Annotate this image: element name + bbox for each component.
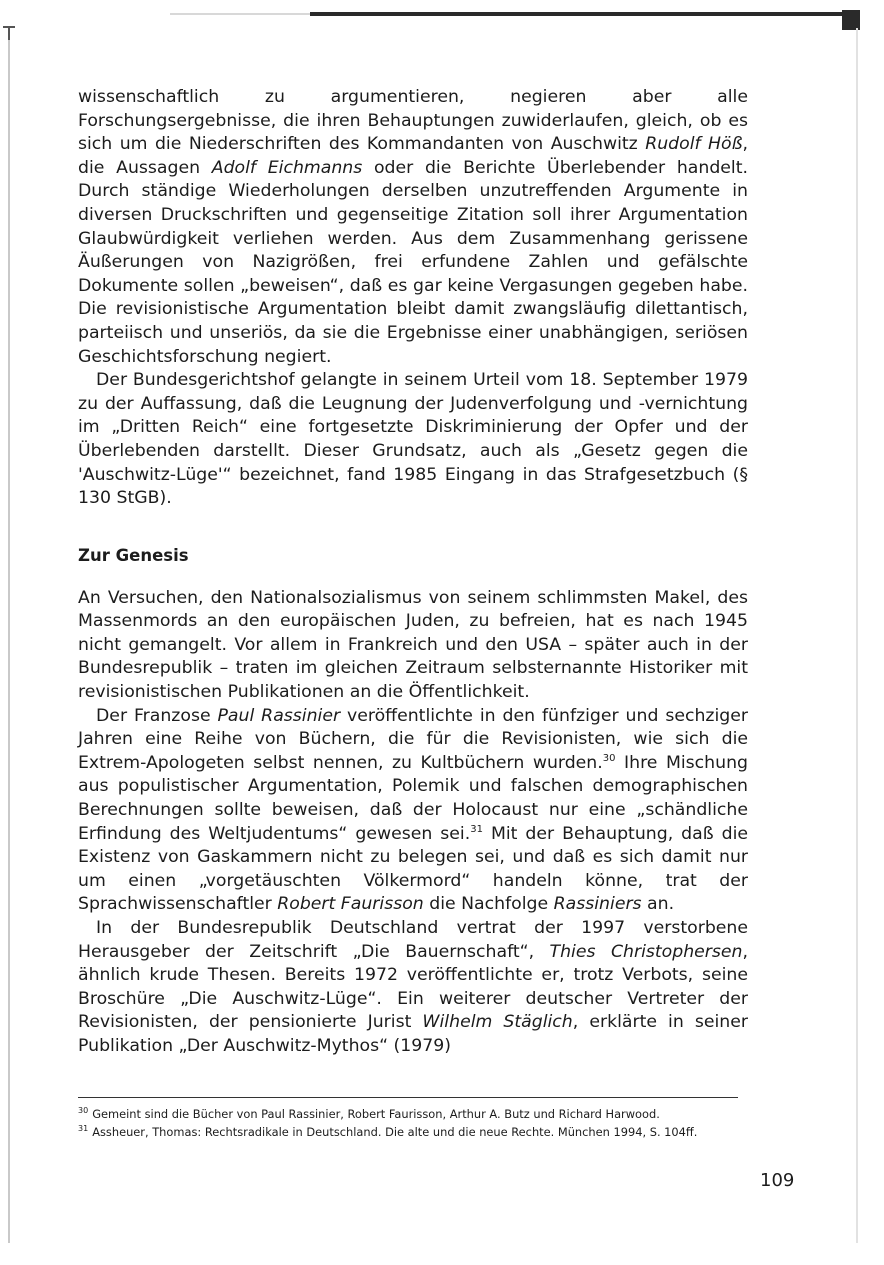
text-run: an. xyxy=(641,894,675,915)
footnote-number: 30 xyxy=(78,1106,89,1116)
paragraph-2: Der Bundesgerichtshof gelangte in seinem Urteil vom 18. September 1979 zu der Auffassung, daß die Leugnung der Judenverfolgung und -vernichtung im „Dritten Reich“ eine fortgesetzte Diskriminierung der Opfer und der Überlebenden darstellt. Dieser Grundsatz, auch als „Gesetz gegen die 'Auschwitz-Lüge'“ bezeichnet, fand 1985 Eingang in das Strafgesetzbuch (§ 130 StGB). xyxy=(78,370,748,509)
top-corner-mark xyxy=(842,10,860,30)
text-run: veröffentlichte in den fünfziger und sechziger Jahren eine Reihe von Büchern, die für die Revisionisten, wie sich die Extrem-Apologeten selbst nennen, zu Kultbüchern wurden. xyxy=(78,705,749,773)
text-run: oder die Berichte Überlebender handelt. Durch ständige Wiederholungen derselben unzutreffenden Argumente in diversen Druckschriften und gegenseitige Zitation soll ihrer Argumentation Glaubwürdigkeit verliehen werden. Aus dem Zusammenhang gerissene Äußerungen von Nazigrößen, frei erfundene Zahlen und gefälschte Dokumente sollen „beweisen“, daß es gar keine Vergasungen gegeben habe. Die revisionistische Argumentation bleibt damit zwangsläufig dilettantisch, parteiisch und unseriös, da sie die Ergebnisse einer unabhängigen, seriösen Geschichtsforschung negiert. xyxy=(78,157,748,367)
paragraph-1 xyxy=(78,86,748,369)
text-run: Der Franzose xyxy=(96,705,218,726)
text-run: In der Bundesrepublik Deutschland vertrat der 1997 verstorbene Herausgeber der Zeitschrift „Die Bauernschaft“, xyxy=(78,918,748,962)
footnote-text: Assheuer, Thomas: Rechtsradikale in Deutschland. Die alte und die neue Rechte. München 1994, S. 104ff. xyxy=(92,1125,698,1139)
paragraph-5 xyxy=(78,917,748,1059)
text-run: , die Aussagen xyxy=(78,134,748,178)
top-rule-faded xyxy=(170,13,310,15)
person-name: Adolf Eichmanns xyxy=(211,157,363,178)
footnote-reference: 30 xyxy=(602,753,616,765)
text-run: , ähnlich krude Thesen. Bereits 1972 veröffentlichte er, trotz Verbots, seine Broschüre „Die Auschwitz-Lüge“. Ein weiterer deutscher Vertreter der Revisionisten, der pensionierte Jurist xyxy=(78,941,748,1033)
footnote xyxy=(78,1105,748,1123)
person-name: Paul Rassinier xyxy=(217,705,341,726)
text-run: die Nachfolge xyxy=(423,894,554,915)
text-run: , erklärte in seiner Publikation „Der Auschwitz-Mythos“ (1979) xyxy=(78,1012,748,1056)
text-run: Ihre Mischung aus populistischer Argumentation, Polemik und falschen demographischen Berechnungen sollte beweisen, daß der Holocaust nur eine „schändliche Erfindung des Weltjudentums“ gewesen sei. xyxy=(78,752,748,844)
page-right-edge xyxy=(856,28,858,1243)
footnotes xyxy=(78,1097,748,1141)
footnote-number: 31 xyxy=(78,1124,89,1134)
footnote-divider xyxy=(78,1097,738,1098)
paragraph-3: An Versuchen, den Nationalsozialismus von seinem schlimmsten Makel, des Massenmords an den europäischen Juden, zu befreien, hat es nach 1945 nicht gemangelt. Vor allem in Frankreich und den USA – später auch in der Bundesrepublik – traten im gleichen Zeitraum selbsternannte Historiker mit revisionistischen Publikationen an die Öffentlichkeit. xyxy=(78,587,748,703)
person-name: Rudolf Höß xyxy=(645,134,743,155)
paragraph-4 xyxy=(78,705,748,917)
page-left-edge xyxy=(8,28,10,1243)
person-name: Thies Christophersen xyxy=(549,941,743,962)
person-name: Wilhelm Stäglich xyxy=(422,1012,573,1033)
text-run: Mit der Behauptung, daß die Existenz von Gaskammern nicht zu belegen sei, und daß es sich damit nur um einen „vorgetäuschten Völkermord“ handeln könne, trat der Sprachwissenschaftler xyxy=(78,823,749,915)
person-name: Rassiniers xyxy=(553,894,642,915)
section-heading: Zur Genesis xyxy=(78,545,189,565)
footnote xyxy=(78,1123,748,1141)
body-text xyxy=(78,86,748,1059)
person-name: Robert Faurisson xyxy=(277,894,424,915)
text-run: wissenschaftlich zu argumentieren, negieren aber alle Forschungsergebnisse, die ihren Behauptungen zuwiderlaufen, gleich, ob es sich um die Niederschriften des Kommandanten von Auschwitz xyxy=(78,87,748,155)
top-rule xyxy=(310,12,855,16)
footnote-text: Gemeint sind die Bücher von Paul Rassinier, Robert Faurisson, Arthur A. Butz und Richard Harwood. xyxy=(92,1107,660,1121)
crop-mark-vertical xyxy=(8,26,10,40)
page-number: 109 xyxy=(760,1170,795,1191)
footnote-reference: 31 xyxy=(470,823,483,835)
